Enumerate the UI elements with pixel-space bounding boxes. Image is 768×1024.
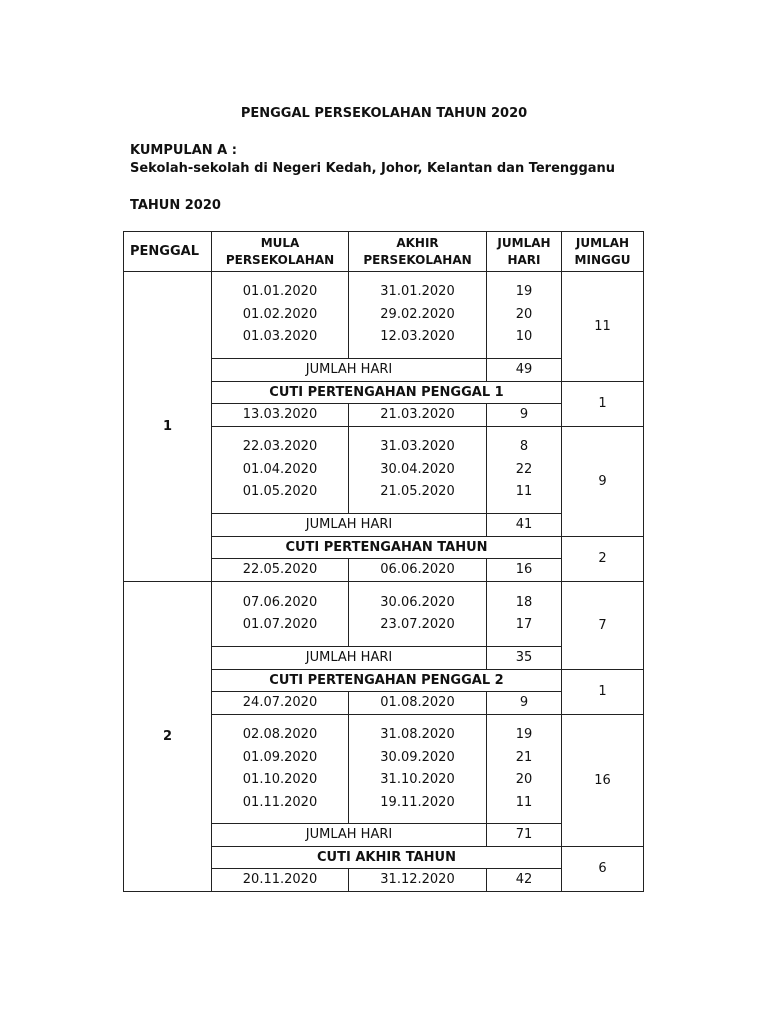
day-count: 9 [487,692,562,715]
date-end: 31.10.2020 [380,772,455,787]
header-akhir-line1: AKHIR [396,235,439,250]
date-end-cell [349,582,487,647]
day-count: 21 [515,749,533,765]
date-start: 01.01.2020 [242,284,318,300]
date-end: 31.08.2020 [380,727,455,742]
date-start: 01.11.2020 [242,794,318,810]
date-end: 19.11.2020 [380,794,455,810]
date-end: 21.03.2020 [349,404,487,427]
day-count: 19 [515,727,533,742]
date-end: 30.04.2020 [380,461,455,477]
table-header-row [124,232,644,272]
term-2-block-1-dates [124,582,644,647]
states-description: Sekolah-sekolah di Negeri Kedah, Johor, Kelantan dan Terengganu [130,161,616,176]
day-count: 20 [515,772,533,787]
weeks-count: 1 [562,670,644,715]
date-end-cell [349,427,487,514]
header-hari-line1: JUMLAH [497,235,551,250]
weeks-count: 11 [562,272,644,382]
weeks-count: 7 [562,582,644,670]
date-start-cell [212,715,349,824]
days-cell [487,715,562,824]
date-end: 31.03.2020 [380,439,455,455]
holiday-title: CUTI PERTENGAHAN PENGGAL 2 [212,670,562,692]
holiday-title: CUTI PERTENGAHAN PENGGAL 1 [212,382,562,404]
date-start: 01.04.2020 [242,461,318,477]
date-start-cell [212,582,349,647]
date-end: 29.02.2020 [380,306,455,322]
header-mula [212,232,349,272]
weeks-count: 1 [562,382,644,427]
date-start: 01.07.2020 [242,617,318,632]
date-start: 22.05.2020 [212,559,349,582]
total-days: 35 [487,647,562,670]
date-end: 30.09.2020 [380,749,455,765]
date-start-cell [212,427,349,514]
term-1-block-1-dates [124,272,644,359]
date-start: 22.03.2020 [242,439,318,455]
date-end: 23.07.2020 [380,617,455,632]
date-start: 01.05.2020 [242,484,318,500]
date-start: 01.10.2020 [242,772,318,787]
holiday-title: CUTI PERTENGAHAN TAHUN [212,537,562,559]
jumlah-hari-label: JUMLAH HARI [212,514,487,537]
date-start: 07.06.2020 [242,594,318,610]
jumlah-hari-label: JUMLAH HARI [212,359,487,382]
term-1-number: 1 [124,272,212,582]
date-end: 06.06.2020 [349,559,487,582]
date-end: 31.12.2020 [349,869,487,892]
school-term-table [123,231,644,892]
date-start: 24.07.2020 [212,692,349,715]
weeks-count: 16 [562,715,644,847]
date-start: 01.09.2020 [242,749,318,765]
day-count: 42 [487,869,562,892]
weeks-count: 2 [562,537,644,582]
date-end: 01.08.2020 [349,692,487,715]
day-count: 17 [515,617,533,632]
date-end: 30.06.2020 [380,594,455,610]
header-minggu-line1: JUMLAH [575,235,630,250]
weeks-count: 9 [562,427,644,537]
days-cell [487,272,562,359]
total-days: 41 [487,514,562,537]
day-count: 11 [515,484,533,500]
days-cell [487,582,562,647]
date-start: 13.03.2020 [212,404,349,427]
year-label: TAHUN 2020 [130,198,221,213]
date-end-cell [349,715,487,824]
total-days: 71 [487,824,562,847]
day-count: 16 [487,559,562,582]
page-title: PENGGAL PERSEKOLAHAN TAHUN 2020 [240,106,528,121]
jumlah-hari-label: JUMLAH HARI [212,824,487,847]
weeks-count: 6 [562,847,644,892]
holiday-title: CUTI AKHIR TAHUN [212,847,562,869]
day-count: 10 [515,329,533,345]
day-count: 9 [487,404,562,427]
jumlah-hari-label: JUMLAH HARI [212,647,487,670]
date-start-cell [212,272,349,359]
total-days: 49 [487,359,562,382]
day-count: 20 [515,306,533,322]
date-start: 01.03.2020 [242,329,318,345]
days-cell [487,427,562,514]
header-jumlah-hari [487,232,562,272]
date-start: 20.11.2020 [212,869,349,892]
group-label: KUMPULAN A : [130,143,237,158]
header-mula-line2: PERSEKOLAHAN [225,252,335,267]
header-akhir [349,232,487,272]
day-count: 11 [515,794,533,810]
date-end: 21.05.2020 [380,484,455,500]
term-2-number: 2 [124,582,212,892]
header-minggu-line2: MINGGU [574,252,631,267]
date-end: 31.01.2020 [380,284,455,300]
day-count: 22 [515,461,533,477]
header-mula-line1: MULA [260,235,300,250]
day-count: 8 [519,439,529,455]
day-count: 18 [515,594,533,610]
date-start: 01.02.2020 [242,306,318,322]
date-start: 02.08.2020 [242,727,318,742]
date-end-cell [349,272,487,359]
header-jumlah-minggu [562,232,644,272]
header-penggal: PENGGAL [124,232,212,272]
date-end: 12.03.2020 [380,329,455,345]
header-hari-line2: HARI [507,252,541,267]
day-count: 19 [515,284,533,300]
header-akhir-line2: PERSEKOLAHAN [363,252,472,267]
